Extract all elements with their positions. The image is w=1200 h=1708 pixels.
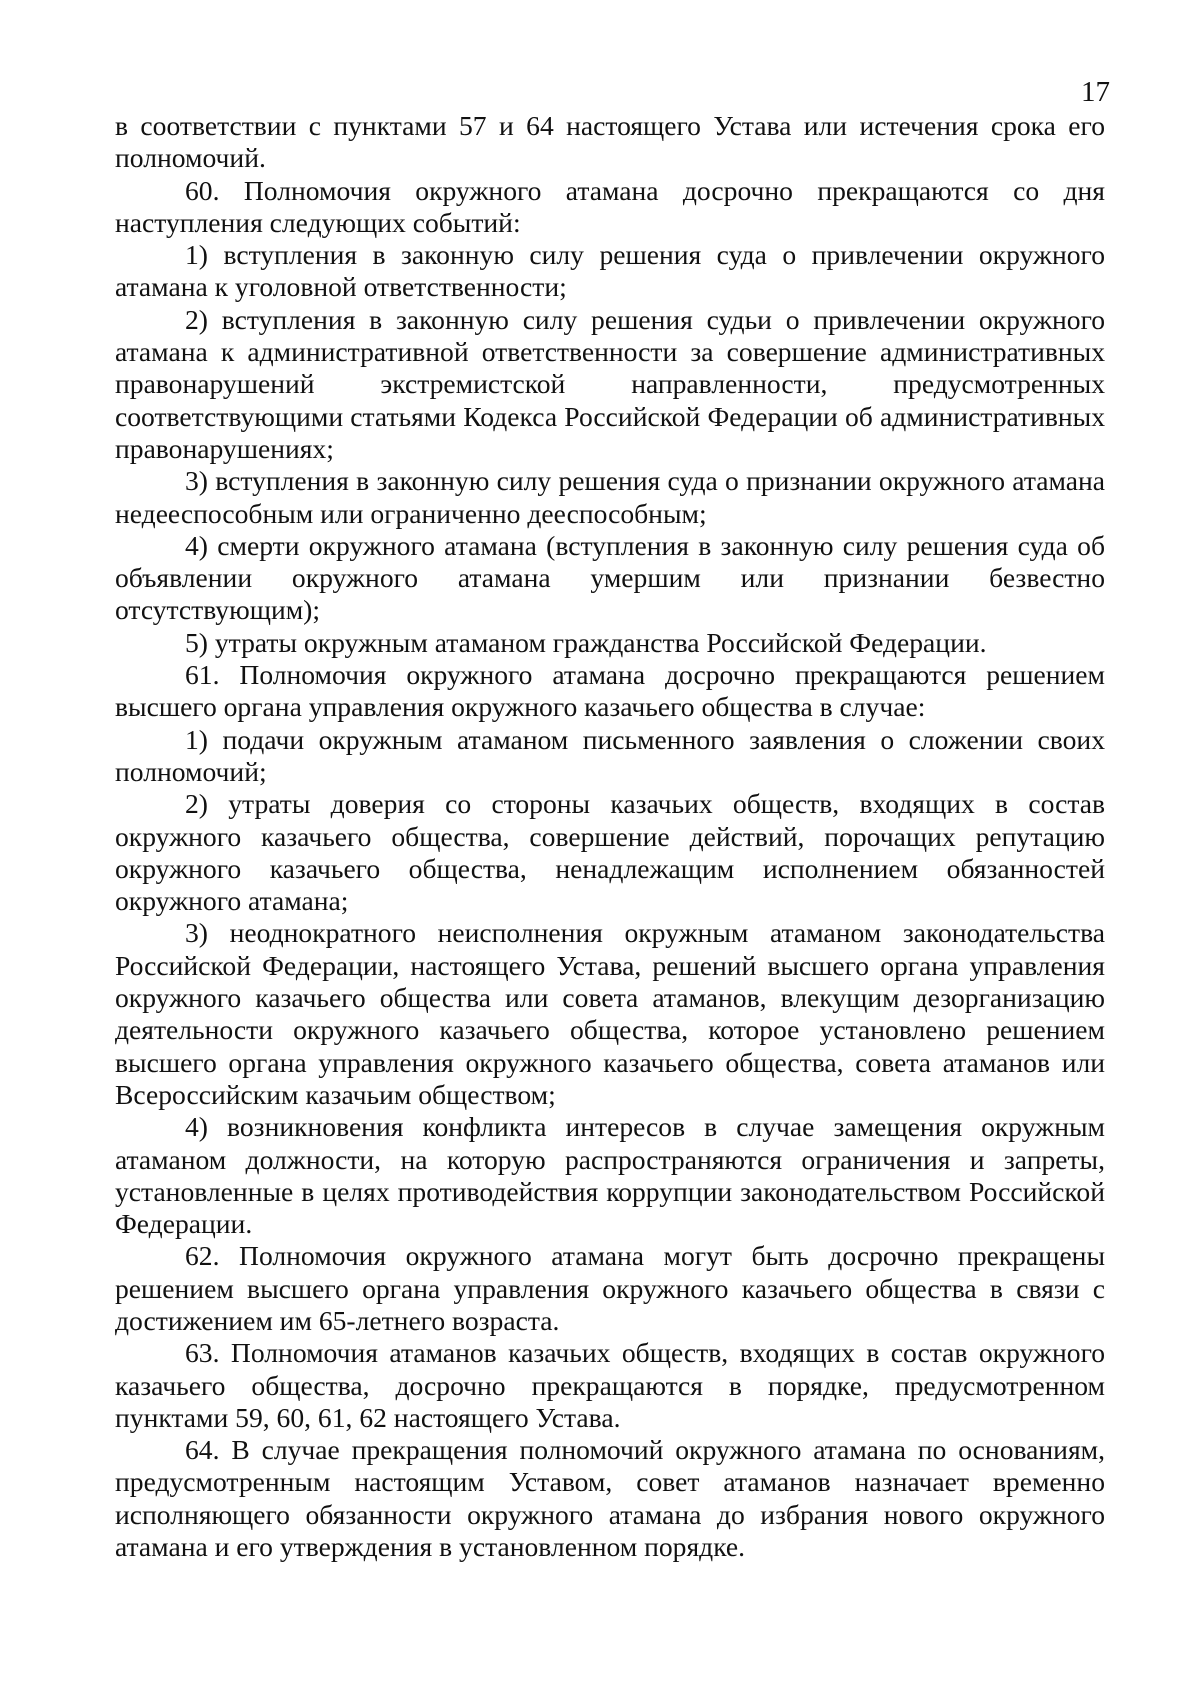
clause-60-item-5: 5) утраты окружным атаманом гражданства Российской Федерации. <box>185 626 987 658</box>
clause-60-item-3: 3) вступления в законную силу решения суда о признании окружного атамана недееспособным или ограниченно дееспособным; <box>115 465 1105 529</box>
clause-61-item-4: 4) возникновения конфликта интересов в случае замещения окружным атаманом должности, на которую распространяются ограничения и запреты, установленные в целях противодействия коррупции законодательством Российской Федерации. <box>115 1111 1105 1240</box>
document-body <box>115 110 1105 1563</box>
clause-60-item-4: 4) смерти окружного атамана (вступления в законную силу решения суда об объявлении окружного атамана умершим или признании безвестно отсутствующим); <box>115 529 1105 626</box>
clause-62: 62. Полномочия окружного атамана могут быть досрочно прекращены решением высшего органа управления окружного казачьего общества в связи с достижением им 65-летнего возраста. <box>115 1240 1105 1336</box>
clause-60-item-1: 1) вступления в законную силу решения суда о привлечении окружного атамана к уголовной ответственности; <box>115 239 1105 303</box>
clause-60: 60. Полномочия окружного атамана досрочно прекращаются со дня наступления следующих событий: <box>115 174 1105 238</box>
page-number: 17 <box>1081 76 1110 108</box>
clause-61-item-1: 1) подачи окружным атаманом письменного заявления о сложении своих полномочий; <box>115 723 1105 787</box>
paragraph-continuation: в соответствии с пунктами 57 и 64 настоящего Устава или истечения срока его полномочий. <box>115 110 1105 174</box>
clause-61-item-3: 3) неоднократного неисполнения окружным атаманом законодательства Российской Федерации, настоящего Устава, решений высшего органа управления окружного казачьего общества или совета атаманов, влекущим дезорганизацию деятельности окружного казачьего общества, которое установлено решением высшего органа управления окружного казачьего общества, совета атаманов или Всероссийским казачьим обществом; <box>115 917 1105 1110</box>
clause-60-item-2: 2) вступления в законную силу решения судьи о привлечении окружного атамана к административной ответственности за совершение административных правонарушений экстремистской направленности, предусмотренных соответствующими статьями Кодекса Российской Федерации об административных правонарушениях; <box>115 303 1105 464</box>
clause-61: 61. Полномочия окружного атамана досрочно прекращаются решением высшего органа управления окружного казачьего общества в случае: <box>115 659 1105 723</box>
clause-63: 63. Полномочия атаманов казачьих обществ, входящих в состав окружного казачьего общества, досрочно прекращаются в порядке, предусмотренном пунктами 59, 60, 61, 62 настоящего Устава. <box>115 1337 1105 1433</box>
clause-64: 64. В случае прекращения полномочий окружного атамана по основаниям, предусмотренным настоящим Уставом, совет атаманов назначает временно исполняющего обязанности окружного атамана до избрания нового окружного атамана и его утверждения в установленном порядке. <box>115 1434 1105 1563</box>
clause-61-item-2: 2) утраты доверия со стороны казачьих обществ, входящих в состав окружного казачьего общества, совершение действий, порочащих репутацию окружного казачьего общества, ненадлежащим исполнением обязанностей окружного атамана; <box>115 788 1105 917</box>
